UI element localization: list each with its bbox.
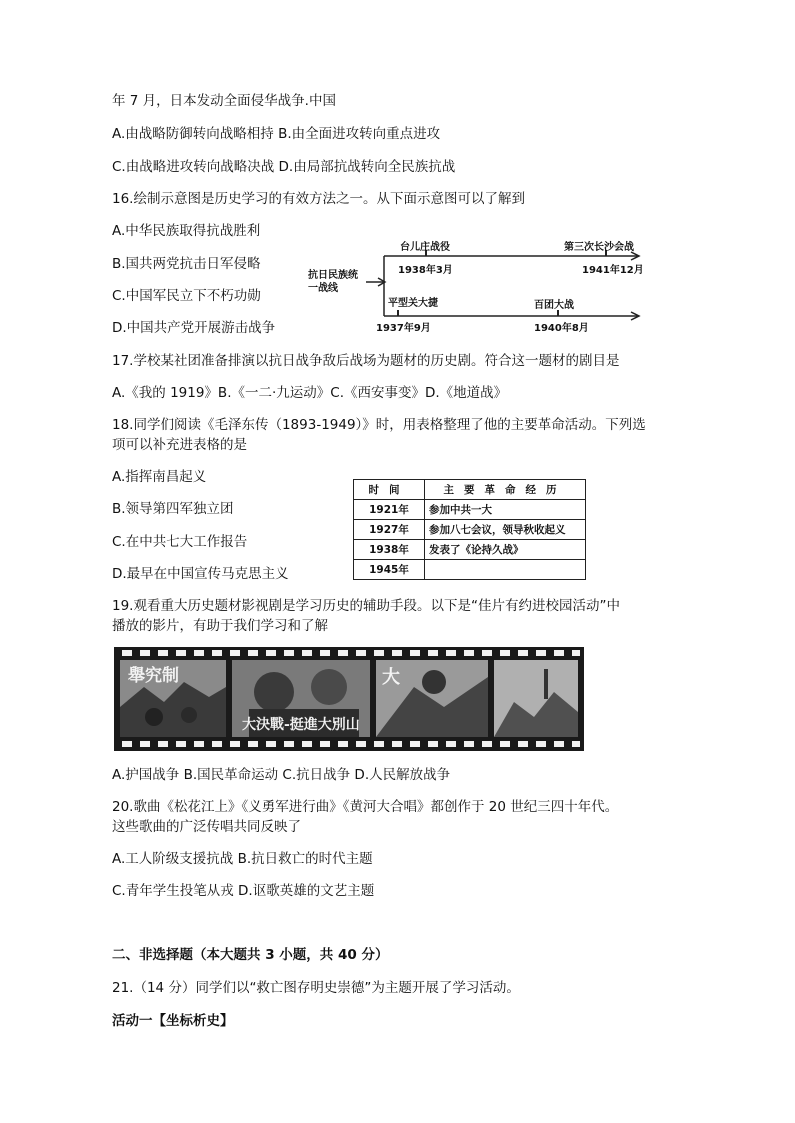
table-header-events: 主要革命经历 <box>425 480 586 500</box>
timeline-diagram <box>308 232 648 336</box>
table-header-row <box>354 480 586 500</box>
q19-stem-1: 19.观看重大历史题材影视剧是学习历史的辅助手段。以下是“佳片有约进校园活动”中 <box>112 598 620 614</box>
q16-stem: 16.绘制示意图是历史学习的有效方法之一。从下面示意图可以了解到 <box>112 191 525 207</box>
film-strip-graphic <box>114 647 584 751</box>
table-cell-event <box>425 560 586 580</box>
q16-option-c: C.中国军民立下不朽功勋 <box>112 288 261 304</box>
table-cell-event: 参加中共一大 <box>425 500 586 520</box>
q18-stem-1: 18.同学们阅读《毛泽东传（1893-1949）》时，用表格整理了他的主要革命活动。下列选 <box>112 417 646 433</box>
q18-option-d: D.最早在中国宣传马克思主义 <box>112 566 289 582</box>
timeline-date-1937: 1937年9月 <box>376 323 431 334</box>
q20-options-ab: A.工人阶级支援抗战 B.抗日救亡的时代主题 <box>112 851 373 867</box>
q17-options: A.《我的 1919》B.《一二·九运动》C.《西安事变》D.《地道战》 <box>112 385 508 401</box>
q21-stem: 21.（14 分）同学们以“救亡图存明史崇德”为主题开展了学习活动。 <box>112 980 520 996</box>
q18-option-b: B.领导第四军独立团 <box>112 501 234 517</box>
revolution-activities-table <box>353 479 586 580</box>
table-cell-year: 1938年 <box>354 540 425 560</box>
table-cell-event: 发表了《论持久战》 <box>425 540 586 560</box>
table-row <box>354 520 586 540</box>
timeline-date-1940: 1940年8月 <box>534 323 589 334</box>
q20-options-cd: C.青年学生投笔从戎 D.讴歌英雄的文艺主题 <box>112 883 375 899</box>
table-cell-year: 1927年 <box>354 520 425 540</box>
table-header-time: 时间 <box>354 480 425 500</box>
table-cell-year: 1921年 <box>354 500 425 520</box>
timeline-date-1941: 1941年12月 <box>582 265 644 276</box>
timeline-event-changsha: 第三次长沙会战 <box>564 242 634 253</box>
q18-option-a: A.指挥南昌起义 <box>112 469 207 485</box>
q20-stem-2: 这些歌曲的广泛传唱共同反映了 <box>112 819 301 835</box>
table-cell-year: 1945年 <box>354 560 425 580</box>
film-frame2-title: 大決戰-挺進大別山 <box>242 717 360 733</box>
table-cell-event: 参加八七会议，领导秋收起义 <box>425 520 586 540</box>
q19-options: A.护国战争 B.国民革命运动 C.抗日战争 D.人民解放战争 <box>112 767 451 783</box>
activity-1-heading: 活动一【坐标析史】 <box>112 1013 234 1029</box>
text-line-q15-stem: 年 7 月，日本发动全面侵华战争.中国 <box>112 93 336 109</box>
q18-option-c: C.在中共七大工作报告 <box>112 534 248 550</box>
q15-options-cd: C.由战略进攻转向战略决战 D.由局部抗战转向全民族抗战 <box>112 159 456 175</box>
table-row <box>354 500 586 520</box>
film-strip-image <box>114 647 584 751</box>
timeline-event-taierzhuang: 台儿庄战役 <box>400 242 450 253</box>
q20-stem-1: 20.歌曲《松花江上》《义勇军进行曲》《黄河大合唱》都创作于 20 世纪三四十年代。 <box>112 799 619 815</box>
q15-options-ab: A.由战略防御转向战略相持 B.由全面进攻转向重点进攻 <box>112 126 441 142</box>
section-2-heading: 二、非选择题（本大题共 3 小题，共 40 分） <box>112 947 389 963</box>
table-row <box>354 540 586 560</box>
timeline-event-baituan: 百团大战 <box>534 300 574 311</box>
timeline-start-label: 抗日民族统一战线 <box>308 270 358 294</box>
q19-stem-2: 播放的影片，有助于我们学习和了解 <box>112 618 328 634</box>
film-frame1-title: 舉究制 <box>128 666 179 686</box>
q16-option-b: B.国共两党抗击日军侵略 <box>112 256 261 272</box>
film-frame-4 <box>494 660 578 737</box>
table-row <box>354 560 586 580</box>
q17-stem: 17.学校某社团准备排演以抗日战争敌后战场为题材的历史剧。符合这一题材的剧目是 <box>112 353 620 369</box>
timeline-event-pingxingguan: 平型关大捷 <box>388 298 438 309</box>
film-frame3-title: 大 <box>382 667 400 688</box>
q18-stem-2: 项可以补充进表格的是 <box>112 437 247 453</box>
q16-option-a: A.中华民族取得抗战胜利 <box>112 223 261 239</box>
timeline-date-1938: 1938年3月 <box>398 265 453 276</box>
q16-option-d: D.中国共产党开展游击战争 <box>112 320 276 336</box>
